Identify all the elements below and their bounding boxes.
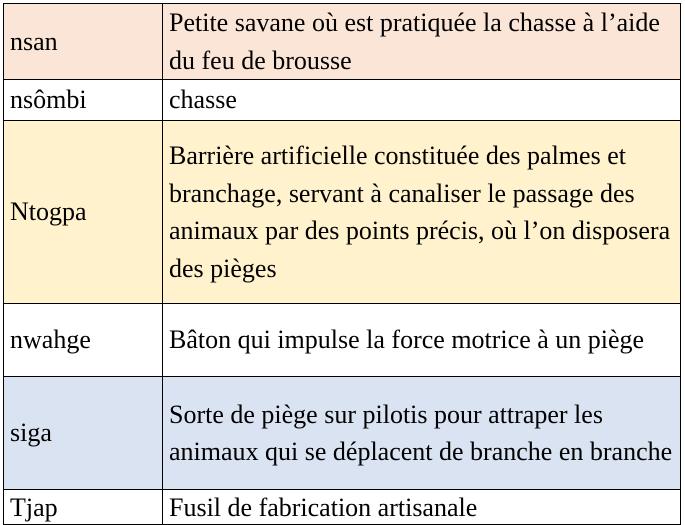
table-row [4, 80, 681, 121]
table-row [4, 4, 681, 80]
definition-cell: Bâton qui impulse la force motrice à un piège [163, 304, 681, 377]
term-cell: nsan [4, 4, 163, 80]
table-row [4, 490, 681, 525]
term-cell: Ntogpa [4, 121, 163, 304]
glossary-table [3, 3, 681, 525]
term-cell: siga [4, 377, 163, 490]
definition-cell: Sorte de piège sur pilotis pour attraper les animaux qui se déplacent de branche en branche [163, 377, 681, 490]
term-cell: nsômbi [4, 80, 163, 121]
definition-cell: Petite savane où est pratiquée la chasse à l’aide du feu de brousse [163, 4, 681, 80]
definition-cell: Fusil de fabrication artisanale [163, 490, 681, 525]
table-row [4, 377, 681, 490]
table-row [4, 121, 681, 304]
term-cell: Tjap [4, 490, 163, 525]
term-cell: nwahge [4, 304, 163, 377]
definition-cell: Barrière artificielle constituée des palmes et branchage, servant à canaliser le passage des animaux par des points précis, où l’on disposera des pièges [163, 121, 681, 304]
table-row [4, 304, 681, 377]
definition-cell: chasse [163, 80, 681, 121]
